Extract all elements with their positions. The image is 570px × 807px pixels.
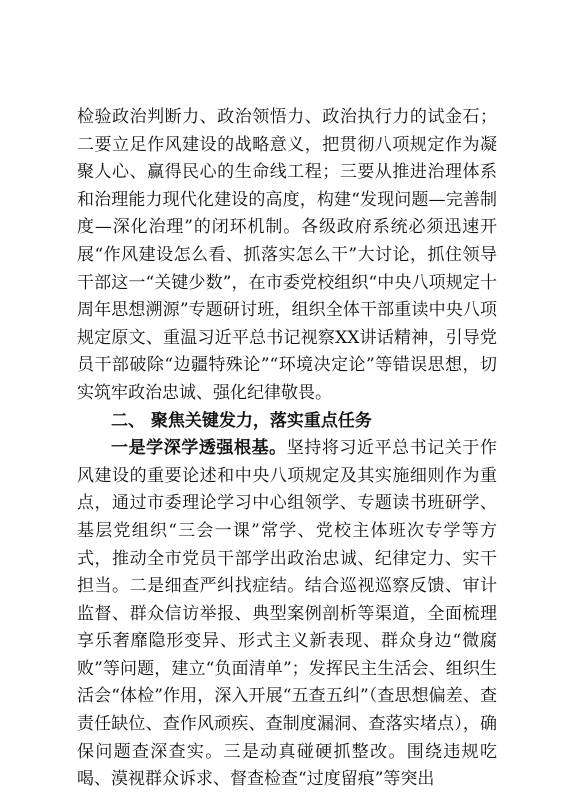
document-body xyxy=(77,104,497,794)
paragraph-tasks xyxy=(77,435,497,794)
paragraph-tasks-body: 坚持将习近平总书记关于作风建设的重要论述和中央八项规定及其实施细则作为重点，通过市委理论学习中心组领学、专题读书班研学、基层党组织“三会一课”常学、党校主体班次专学等方式，推动全市党员干部学出政治忠诚、纪律定力、实干担当。二是细查严纠找症结。结合巡视巡察反馈、审计监督、群众信访举报、典型案例剖析等渠道，全面梳理享乐奢靡隐形变异、形式主义新表现、群众身边“微腐败”等问题，建立“负面清单”；发挥民主生活会、组织生活会“体检”作用，深入开展“五查五纠”（查思想偏差、查责任缺位、查作风顽疾、查制度漏洞、查落实堵点），确保问题查深查实。三是动真碰硬抓整改。围绕违规吃喝、漠视群众诉求、督查检查“过度留痕”等突出 xyxy=(77,438,498,790)
paragraph-continuation: 检验政治判断力、政治领悟力、政治执行力的试金石；二要立足作风建设的战略意义，把贯彻八项规定作为凝聚人心、赢得民心的生命线工程；三要从推进治理体系和治理能力现代化建设的高度，构建“发现问题—完善制度—深化治理”的闭环机制。各级政府系统必须迅速开展“作风建设怎么看、抓落实怎么干”大讨论，抓住领导干部这一“关键少数”，在市委党校组织“中央八项规定十周年思想溯源”专题研讨班，组织全体干部重读中央八项规定原文、重温习近平总书记视察XX讲话精神，引导党员干部破除“边疆特殊论”“环境决定论”等错误思想，切实筑牢政治忠诚、强化纪律敬畏。 xyxy=(77,107,497,403)
section-heading: 二、 聚焦关键发力，落实重点任务 xyxy=(111,410,372,431)
paragraph-lead-phrase: 一是学深学透强根基。 xyxy=(111,438,287,459)
